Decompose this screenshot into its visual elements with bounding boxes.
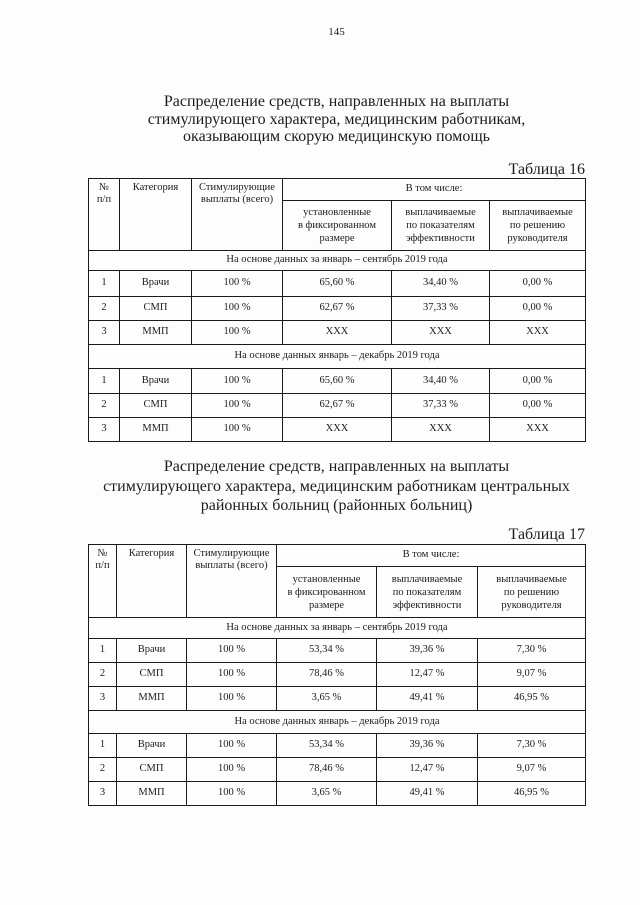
total-share-cell: 100 % [192, 418, 283, 442]
table-row [89, 758, 586, 782]
row-number-cell: 1 [89, 734, 117, 758]
period-caption-row [89, 345, 586, 369]
efficiency-share-cell: 39,36 % [377, 639, 478, 663]
fixed-share-cell: 3,65 % [277, 687, 377, 711]
row-number-cell: 3 [89, 418, 120, 442]
category-cell: ММП [117, 782, 187, 806]
efficiency-share-cell: 49,41 % [377, 782, 478, 806]
distribution-table [88, 178, 586, 442]
header-including: В том числе: [277, 545, 586, 567]
fixed-share-cell: 78,46 % [277, 663, 377, 687]
section-title-line: оказывающим скорую медицинскую помощь [183, 128, 490, 145]
section-title-line: Распределение средств, направленных на выплаты [163, 93, 510, 110]
manager-share-cell: 9,07 % [478, 663, 586, 687]
total-share-cell: 100 % [187, 639, 277, 663]
total-share-cell: 100 % [192, 394, 283, 418]
table-row [89, 297, 586, 321]
page-number: 145 [328, 26, 345, 38]
row-number-cell: 3 [89, 782, 117, 806]
section-title [88, 457, 585, 516]
total-share-cell: 100 % [192, 321, 283, 345]
efficiency-share-cell: ХХХ [392, 418, 490, 442]
period-caption-row [89, 711, 586, 734]
manager-share-cell: 46,95 % [478, 782, 586, 806]
section-title [88, 93, 585, 146]
row-number-cell: 2 [89, 758, 117, 782]
fixed-share-cell: 78,46 % [277, 758, 377, 782]
total-share-cell: 100 % [187, 782, 277, 806]
period-caption: На основе данных за январь – сентябрь 2019 года [89, 251, 586, 271]
table-row [89, 734, 586, 758]
efficiency-share-cell: 49,41 % [377, 687, 478, 711]
efficiency-share-cell: 39,36 % [377, 734, 478, 758]
fixed-share-cell: 62,67 % [283, 297, 392, 321]
table-row [89, 782, 586, 806]
total-share-cell: 100 % [192, 297, 283, 321]
table-row [89, 369, 586, 394]
header-manager: выплачиваемые по решению руководителя [490, 201, 586, 251]
category-cell: ММП [117, 687, 187, 711]
table-row [89, 418, 586, 442]
header-efficiency: выплачиваемые по показателям эффективности [392, 201, 490, 251]
fixed-share-cell: 65,60 % [283, 271, 392, 297]
header-row [89, 545, 586, 567]
category-cell: Врачи [120, 369, 192, 394]
fixed-share-cell: 62,67 % [283, 394, 392, 418]
distribution-table [88, 544, 586, 806]
header-row [89, 179, 586, 201]
category-cell: Врачи [117, 639, 187, 663]
section-title-line: стимулирующего характера, медицинским работникам центральных [103, 477, 570, 495]
manager-share-cell: 7,30 % [478, 639, 586, 663]
header-category: Категория [117, 545, 187, 618]
efficiency-share-cell: ХХХ [392, 321, 490, 345]
header-fixed: установленные в фиксированном размере [283, 201, 392, 251]
section-title-line: районных больниц (районных больниц) [200, 497, 473, 514]
manager-share-cell: ХХХ [490, 418, 586, 442]
category-cell: СМП [120, 297, 192, 321]
fixed-share-cell: 53,34 % [277, 734, 377, 758]
manager-share-cell: 0,00 % [490, 297, 586, 321]
total-share-cell: 100 % [187, 663, 277, 687]
category-cell: СМП [117, 758, 187, 782]
fixed-share-cell: ХХХ [283, 321, 392, 345]
category-cell: СМП [117, 663, 187, 687]
header-including: В том числе: [283, 179, 586, 201]
period-caption: На основе данных за январь – сентябрь 2019 года [89, 618, 586, 639]
table-row [89, 639, 586, 663]
total-share-cell: 100 % [187, 734, 277, 758]
period-caption-row [89, 618, 586, 639]
efficiency-share-cell: 12,47 % [377, 663, 478, 687]
manager-share-cell: 0,00 % [490, 369, 586, 394]
section-title-line: Распределение средств, направленных на выплаты [163, 458, 510, 475]
period-caption: На основе данных январь – декабрь 2019 года [89, 711, 586, 734]
table-row [89, 687, 586, 711]
category-cell: Врачи [120, 271, 192, 297]
row-number-cell: 1 [89, 271, 120, 297]
header-fixed: установленные в фиксированном размере [277, 567, 377, 618]
header-manager: выплачиваемые по решению руководителя [478, 567, 586, 618]
header-row-number: № п/п [89, 545, 117, 618]
header-category: Категория [120, 179, 192, 251]
manager-share-cell: 0,00 % [490, 394, 586, 418]
total-share-cell: 100 % [192, 369, 283, 394]
header-total: Стимулирующие выплаты (всего) [192, 179, 283, 251]
row-number-cell: 2 [89, 663, 117, 687]
efficiency-share-cell: 34,40 % [392, 369, 490, 394]
row-number-cell: 3 [89, 321, 120, 345]
table-row [89, 321, 586, 345]
row-number-cell: 3 [89, 687, 117, 711]
total-share-cell: 100 % [192, 271, 283, 297]
fixed-share-cell: ХХХ [283, 418, 392, 442]
fixed-share-cell: 65,60 % [283, 369, 392, 394]
table-label: Таблица 16 [508, 161, 585, 178]
header-row-number: № п/п [89, 179, 120, 251]
category-cell: ММП [120, 418, 192, 442]
period-caption: На основе данных январь – декабрь 2019 года [89, 345, 586, 369]
category-cell: СМП [120, 394, 192, 418]
category-cell: ММП [120, 321, 192, 345]
manager-share-cell: 46,95 % [478, 687, 586, 711]
table-row [89, 663, 586, 687]
efficiency-share-cell: 37,33 % [392, 394, 490, 418]
fixed-share-cell: 53,34 % [277, 639, 377, 663]
row-number-cell: 1 [89, 369, 120, 394]
efficiency-share-cell: 12,47 % [377, 758, 478, 782]
table-label: Таблица 17 [508, 526, 585, 543]
header-total: Стимулирующие выплаты (всего) [187, 545, 277, 618]
manager-share-cell: ХХХ [490, 321, 586, 345]
section-title-line: стимулирующего характера, медицинским работникам, [147, 110, 526, 128]
efficiency-share-cell: 37,33 % [392, 297, 490, 321]
table-row [89, 271, 586, 297]
row-number-cell: 1 [89, 639, 117, 663]
manager-share-cell: 7,30 % [478, 734, 586, 758]
period-caption-row [89, 251, 586, 271]
row-number-cell: 2 [89, 297, 120, 321]
total-share-cell: 100 % [187, 687, 277, 711]
header-efficiency: выплачиваемые по показателям эффективности [377, 567, 478, 618]
row-number-cell: 2 [89, 394, 120, 418]
total-share-cell: 100 % [187, 758, 277, 782]
manager-share-cell: 9,07 % [478, 758, 586, 782]
manager-share-cell: 0,00 % [490, 271, 586, 297]
efficiency-share-cell: 34,40 % [392, 271, 490, 297]
table-row [89, 394, 586, 418]
fixed-share-cell: 3,65 % [277, 782, 377, 806]
category-cell: Врачи [117, 734, 187, 758]
